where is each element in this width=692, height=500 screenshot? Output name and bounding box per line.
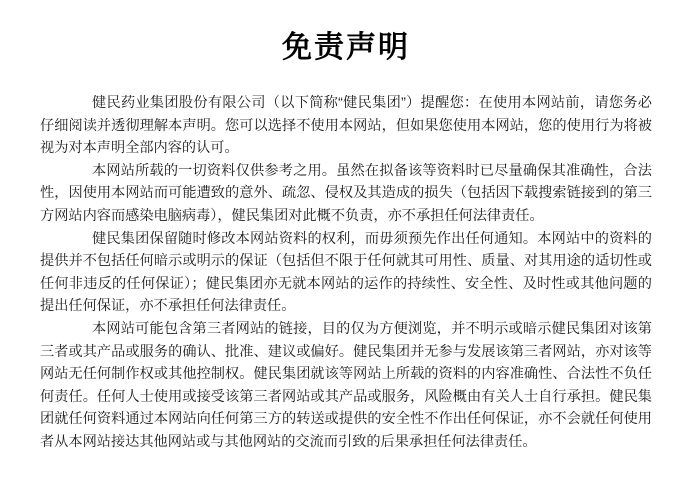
page-title: 免责声明 <box>282 31 410 64</box>
disclaimer-paragraph-4: 本网站可能包含第三者网站的链接，目的仅为方便浏览，并不明示或暗示健民集团对该第三者或其产品或服务的确认、批准、建议或偏好。健民集团并无参与发展该第三者网站，亦对该等网站无任何制作权或其他控制权。健民集团就该等网站上所载的资料的内容准确性、合法性不负任何责任。任何人士使用或接受该第三者网站或其产品或服务，风险概由有关人士自行承担。健民集团就任何资料通过本网站向任何第三方的转送或提供的安全性不作出任何保证，亦不会就任何使用者从本网站接达其他网站或与其他网站的交流而引致的后果承担任何法律责任。 <box>40 320 652 450</box>
disclaimer-paragraph-3: 健民集团保留随时修改本网站资料的权利，而毋须预先作出任何通知。本网站中的资料的提供并不包括任何暗示或明示的保证（包括但不限于任何就其可用性、质量、对其用途的适切性或任何非违反的任何保证）；健民集团亦无就本网站的运作的持续性、安全性、及时性或其他问题的提出任何保证，亦不承担任何法律责任。 <box>40 230 652 315</box>
disclaimer-paragraph-2: 本网站所载的一切资料仅供参考之用。虽然在拟备该等资料时已尽量确保其准确性，合法性，因使用本网站而可能遭致的意外、疏忽、侵权及其造成的损失（包括因下载搜索链接到的第三方网站内容而感染电脑病毒），健民集团对此概不负责，亦不承担任何法律责任。 <box>40 162 652 224</box>
disclaimer-paragraph-1: 健民药业集团股份有限公司（以下简称“健民集团”）提醒您：在使用本网站前，请您务必仔细阅读并透彻理解本声明。您可以选择不使用本网站，但如果您使用本网站，您的使用行为将被视为对本声明全部内容的认可。 <box>40 95 652 157</box>
disclaimer-body <box>40 92 652 454</box>
